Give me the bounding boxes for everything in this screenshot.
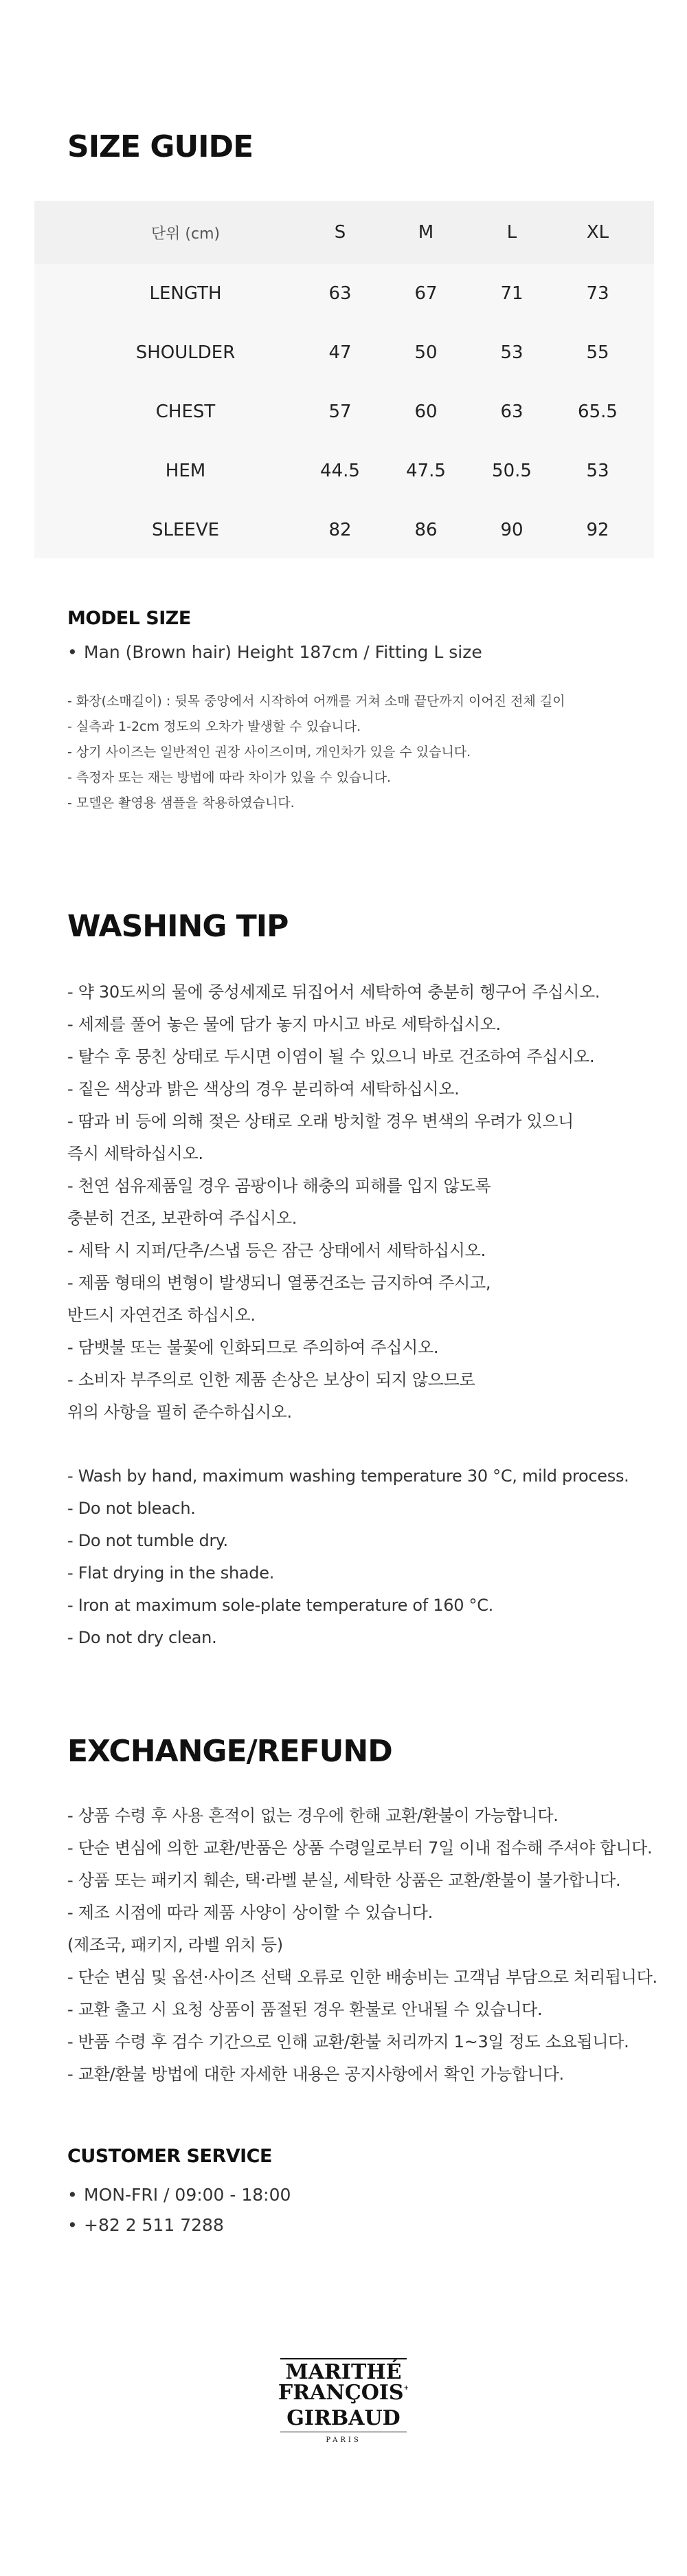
size-header-s: S [334, 222, 346, 243]
washing-line-ko: - 담뱃불 또는 불꽃에 인화되므로 주의하여 주십시오. [67, 1338, 439, 1357]
size-header-xl: XL [586, 222, 609, 243]
model-size-title: MODEL SIZE [67, 608, 191, 629]
measurement-value: 86 [414, 520, 438, 540]
measurement-value: 44.5 [320, 461, 360, 481]
measurement-label: LENGTH [149, 283, 222, 304]
washing-line-en: - Do not tumble dry. [67, 1531, 228, 1550]
washing-line-ko: 위의 사항을 필히 준수하십시오. [67, 1402, 292, 1422]
logo-small-mark: + [403, 2385, 409, 2392]
exchange-line: - 상품 수령 후 사용 흔적이 없는 경우에 한해 교환/환불이 가능합니다. [67, 1806, 559, 1825]
customer-service-title: CUSTOMER SERVICE [67, 2146, 272, 2167]
measurement-value: 47.5 [406, 461, 446, 481]
washing-tip-title: WASHING TIP [67, 909, 289, 944]
washing-line-ko: - 짙은 색상과 밝은 색상의 경우 분리하여 세탁하십시오. [67, 1079, 460, 1099]
size-table [34, 201, 654, 558]
measurement-value: 50.5 [492, 461, 532, 481]
measurement-value: 65.5 [578, 401, 618, 422]
measurement-value: 82 [328, 520, 352, 540]
exchange-line: - 제조 시점에 따라 제품 사양이 상이할 수 있습니다. [67, 1903, 433, 1922]
bullet-dot: • [67, 2185, 78, 2205]
measurement-value: 53 [500, 342, 523, 363]
bullet-dot: • [67, 2215, 78, 2235]
unit-header: 단위 (cm) [150, 225, 221, 243]
model-note: - 측정자 또는 재는 방법에 따라 차이가 있을 수 있습니다. [67, 770, 392, 785]
size-guide-title: SIZE GUIDE [67, 129, 254, 164]
washing-line-en: - Iron at maximum sole-plate temperature of 160 °C. [67, 1596, 493, 1615]
washing-line-en: - Do not bleach. [67, 1499, 196, 1518]
exchange-line: - 단순 변심에 의한 교환/반품은 상품 수령일로부터 7일 이내 접수해 주셔야 합니다. [67, 1838, 653, 1858]
washing-line-ko: - 소비자 부주의로 인한 제품 손상은 보상이 되지 않으므로 [67, 1370, 475, 1389]
logo-line-1: MARITHÉ [285, 2360, 402, 2384]
model-note: - 화장(소매길이) : 뒷목 중앙에서 시작하여 어깨를 거쳐 소매 끝단까지 이어진 전체 길이 [67, 694, 565, 709]
size-table-row [34, 500, 654, 560]
measurement-label: CHEST [155, 401, 216, 422]
model-size-bullet [67, 642, 482, 662]
measurement-value: 90 [500, 520, 523, 540]
measurement-value: 67 [414, 283, 438, 304]
measurement-value: 73 [586, 283, 609, 304]
exchange-refund-title: EXCHANGE/REFUND [67, 1734, 392, 1769]
measurement-label: SHOULDER [135, 342, 236, 363]
washing-line-ko: 반드시 자연건조 하십시오. [67, 1306, 256, 1325]
logo-line-3: GIRBAUD [286, 2406, 401, 2430]
size-table-row [34, 264, 654, 323]
washing-line-ko: - 탈수 후 뭉친 상태로 두시면 이염이 될 수 있으니 바로 건조하여 주십시오. [67, 1047, 595, 1066]
measurement-value: 63 [328, 283, 352, 304]
bullet-dot: • [67, 642, 78, 662]
cs-hours-bullet [67, 2185, 291, 2205]
washing-line-ko: - 약 30도씨의 물에 중성세제로 뒤집어서 세탁하여 충분히 헹구어 주십시오. [67, 982, 600, 1002]
washing-line-ko: - 제품 형태의 변형이 발생되니 열풍건조는 금지하여 주시고, [67, 1273, 491, 1292]
exchange-line: - 상품 또는 패키지 훼손, 택·라벨 분실, 세탁한 상품은 교환/환불이 불가합니다. [67, 1871, 621, 1890]
exchange-line: - 교환 출고 시 요청 상품이 품절된 경우 환불로 안내될 수 있습니다. [67, 2000, 543, 2019]
size-table-header [34, 201, 654, 264]
measurement-label: SLEEVE [151, 520, 220, 540]
size-table-row [34, 323, 654, 382]
size-table-row [34, 441, 654, 500]
washing-line-ko: - 세제를 풀어 놓은 물에 담가 놓지 마시고 바로 세탁하십시오. [67, 1015, 501, 1034]
measurement-value: 92 [586, 520, 609, 540]
cs-hours: MON-FRI / 09:00 - 18:00 [84, 2185, 291, 2205]
model-note: - 상기 사이즈는 일반적인 권장 사이즈이며, 개인차가 있을 수 있습니다. [67, 745, 471, 760]
size-header-l: L [506, 222, 517, 243]
measurement-value: 55 [586, 342, 609, 363]
cs-phone: +82 2 511 7288 [84, 2215, 224, 2235]
washing-line-en: - Wash by hand, maximum washing temperature 30 °C, mild process. [67, 1466, 629, 1486]
washing-line-ko: - 땀과 비 등에 의해 젖은 상태로 오래 방치할 경우 변색의 우려가 있으니 [67, 1112, 574, 1131]
logo-line-2 [278, 2383, 409, 2408]
measurement-value: 57 [328, 401, 352, 422]
measurement-value: 60 [414, 401, 438, 422]
washing-line-en: - Do not dry clean. [67, 1628, 217, 1647]
exchange-line: - 단순 변심 및 옵션·사이즈 선택 오류로 인한 배송비는 고객님 부담으로 처리됩니다. [67, 1968, 657, 1987]
washing-line-ko: - 세탁 시 지퍼/단추/스냅 등은 잠근 상태에서 세탁하십시오. [67, 1241, 486, 1260]
model-size-text: Man (Brown hair) Height 187cm / Fitting L size [84, 642, 482, 662]
measurement-value: 47 [328, 342, 352, 363]
measurement-value: 71 [500, 283, 523, 304]
model-note: - 모델은 촬영용 샘플을 착용하였습니다. [67, 795, 295, 811]
cs-phone-bullet [67, 2215, 224, 2235]
washing-line-en: - Flat drying in the shade. [67, 1563, 275, 1583]
model-note: - 실측과 1-2cm 정도의 오차가 발생할 수 있습니다. [67, 719, 361, 734]
size-header-m: M [418, 222, 434, 243]
measurement-value: 50 [414, 342, 438, 363]
measurement-value: 53 [586, 461, 609, 481]
logo-line-2-text: FRANÇOIS [278, 2381, 404, 2405]
exchange-line: - 교환/환불 방법에 대한 자세한 내용은 공지사항에서 확인 가능합니다. [67, 2065, 564, 2084]
brand-logo [278, 2358, 409, 2446]
measurement-label: HEM [165, 461, 206, 481]
size-table-row [34, 382, 654, 441]
exchange-line: (제조국, 패키지, 라벨 위치 등) [67, 1935, 283, 1955]
measurement-value: 63 [500, 401, 523, 422]
logo-rule-top [280, 2358, 407, 2359]
washing-line-ko: 즉시 세탁하십시오. [67, 1144, 203, 1163]
washing-line-ko: 충분히 건조, 보관하여 주십시오. [67, 1209, 297, 1228]
exchange-line: - 반품 수령 후 검수 기간으로 인해 교환/환불 처리까지 1~3일 정도 소요됩니다. [67, 2032, 629, 2051]
logo-paris: PARIS [326, 2436, 361, 2444]
washing-line-ko: - 천연 섬유제품일 경우 곰팡이나 해충의 피해를 입지 않도록 [67, 1176, 491, 1196]
